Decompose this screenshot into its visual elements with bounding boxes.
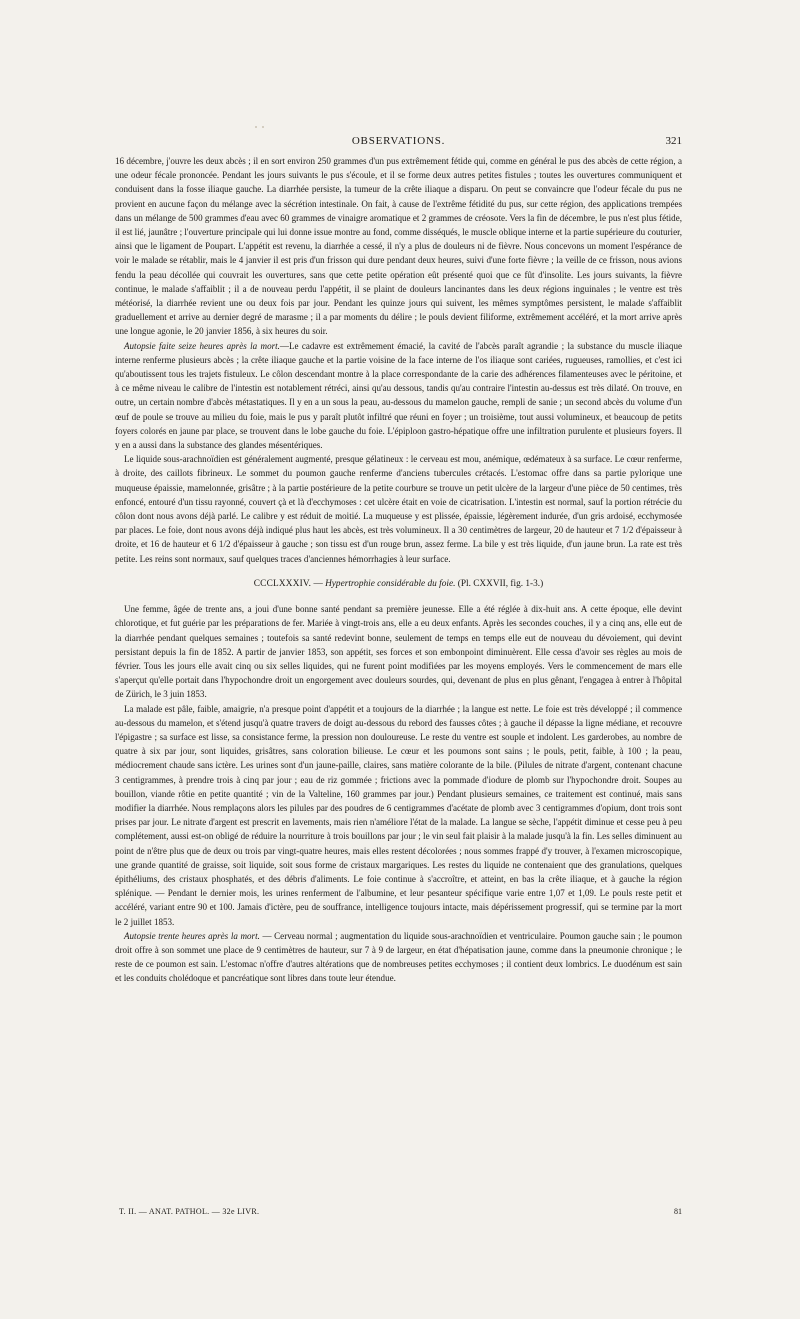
paragraph-autopsy-1: [115, 339, 682, 453]
signature-line: T. II. — ANAT. PATHOL. — 32e LIVR.: [119, 1207, 260, 1216]
paragraph-history: Une femme, âgée de trente ans, a joui d'une bonne santé pendant sa première jeunesse. Elle a été réglée à dix-huit ans. A cette époque, elle devint chlorotique, et fut guérie par les préparations de fer. Mariée à vingt-trois ans, elle a eu deux enfants. Après les secondes couches, il y a cinq ans, elle eut de la diarrhée pendant quelques semaines ; toutefois sa santé redevint bonne, seulement de temps en temps elle eut de nouveau du dévoiement, qui devint persistant depuis la fin de 1852. A partir de janvier 1853, son appétit, ses forces et son embonpoint diminuèrent. Elle cessa d'avoir ses règles au mois de février. Tous les jours elle avait cinq ou six selles liquides, qui ne furent point modifiées par les moyens employés. Vers le commencement de mars elle s'aperçut qu'elle portait dans l'hypochondre droit un engorgement avec douleurs sourdes, qui, devenant de plus en plus gênant, l'engagea à entrer à l'hôpital de Zürich, le 3 juin 1853.: [115, 604, 682, 700]
signature-number: 81: [674, 1207, 682, 1216]
paragraph-autopsy-3: [115, 929, 682, 986]
paper-speck: [255, 126, 257, 128]
plate-reference: (Pl. CXXVII, fig. 1-3.): [455, 578, 544, 589]
running-title: OBSERVATIONS.: [351, 135, 446, 147]
observation-number: CCCLXXXIV.: [253, 578, 312, 589]
heading-dash: —: [311, 578, 326, 589]
autopsy-lead: Autopsie trente heures après la mort.: [124, 930, 260, 941]
autopsy-text: —Le cadavre est extrêmement émacié, la cavité de l'abcès paraît agrandie ; la substance du muscle iliaque interne renferme plusieurs abcès ; la crête iliaque gauche et la partie voisine de la face interne de l'os iliaque sont cariées, rugueuses, ramollies, et c'est ici qu'aboutissent tous les trajets fistuleux. Le côlon descendant montre à la place correspondante de la carie des adhérences filamenteuses avec le péritoine, et à ce même niveau le calibre de l'intestin est notablement rétréci, ainsi qu'au dessous, tandis qu'au contraire l'intestin au-dessus est très dilaté. On trouve, en outre, un certain nombre d'abcès métastatiques. Il y en a un sous la peau, au-dessous du mamelon gauche, rempli de sanie ; un second abcès du volume d'un œuf de poule se trouve au milieu du foie, mais le pus y paraît plutôt infiltré que réuni en foyer ; un troisième, tout aussi volumineux, et beaucoup de petits foyers colorés en jaune par place, se trouvent dans le lobe gauche du foie. L'épiploon gastro-hépatique offre une infiltration purulente et plusieurs foyers. Il y en a aussi dans la substance des glandes mésentériques.: [115, 340, 682, 451]
paragraph-clinical-course: La malade est pâle, faible, amaigrie, n'a presque point d'appétit et a toujours de la diarrhée ; la langue est nette. Le foie est très développé ; il commence au-dessous du mamelon, et s'étend jusqu'à quatre travers de doigt au-dessous du rebord des fausses côtes ; à gauche il dépasse la ligne médiane, et recouvre l'épigastre ; sa surface est lisse, sa consistance ferme, la pression non douloureuse. Le reste du ventre est souple et indolent. Les garderobes, au nombre de quatre à six par jour, sont liquides, grisâtres, sans coloration bilieuse. Le cœur et les poumons sont sains ; le pouls, petit, faible, à 100 ; la peau, médiocrement chaude sans ictère. Les urines sont d'un jaune-paille, claires, sans matière colorante de la bile. (Pilules de nitrate d'argent, contenant chacune 3 centigrammes, à prendre trois à cinq par jour ; eau de riz gommée ; frictions avec la pommade d'iodure de plomb sur l'hypochondre droit. Soupes au bouillon, viande rôtie en petite quantité ; vin de la Valteline, 160 grammes par jour.) Pendant plusieurs semaines, ce traitement est continué, mais sans modifier la diarrhée. Nous remplaçons alors les pilules par des poudres de 6 centigrammes d'acétate de plomb avec 3 centigrammes d'opium, dont trois sont prises par jour. Le nitrate d'argent est prescrit en lavements, mais rien n'améliore l'état de la malade. La langue se sèche, l'appétit diminue et cesse peu à peu complétement, aussi est-on obligé de réduire la nourriture à trois bouillons par jour ; le vin seul fait plaisir à la malade jusqu'à la fin. Les selles diminuent au point de n'être plus que de deux ou trois par vingt-quatre heures, mais elles restent décolorées ; nous sommes frappé d'y trouver, à l'examen microscopique, une grande quantité de graisse, soit liquide, soit sous forme de cristaux margariques. Les restes du liquide ne contenaient que des granulations, quelques épithéliums, des cristaux phosphatés, et des débris d'aliments. Le foie continue à s'accroître, et atteint, en bas la crête iliaque, et à gauche la région splénique. — Pendant le dernier mois, les urines renferment de l'albumine, et leur pesanteur spécifique varie entre 1,07 et 1,09. Le pouls reste petit et accéléré, variant entre 90 et 100. Jamais d'ictère, peu de souffrance, intelligence toujours intacte, mais dépérissement progressif, qui se termine par la mort le 2 juillet 1853.: [115, 703, 682, 927]
autopsy-lead: Autopsie faite seize heures après la mort.: [124, 340, 280, 351]
paragraph-case-continuation: 16 décembre, j'ouvre les deux abcès ; il en sort environ 250 grammes d'un pus extrêmement fétide qui, comme en général le pus des abcès de cette région, a une odeur fécale prononcée. Pendant les jours suivants le pus s'écoule, et il se forme deux autres petites fistules ; toutes les ouvertures communiquent et conduisent dans la fosse iliaque gauche. La diarrhée persiste, la tumeur de la crête iliaque a disparu. On peut se convaincre que l'odeur fécale du pus ne provient en aucune façon du mélange avec la sécrétion intestinale. On fait, à cause de l'extrême fétidité du pus, sur cette région, des applications trempées dans un mélange de 500 grammes d'eau avec 60 grammes de vinaigre aromatique et 2 grammes de créosote. Vers la fin de décembre, le pus n'est plus fétide, il est lié, jaunâtre ; l'ouverture principale qui lui donne issue montre au fond, comme disséqués, le muscle oblique interne et la partie supérieure du couturier, ainsi que le ligament de Poupart. L'appétit est revenu, la diarrhée a cessé, il n'y a plus de douleurs ni de fièvre. Nous concevons un moment l'espérance de voir le malade se rétablir, mais le 4 janvier il est pris d'un frisson qui dure pendant deux heures, suivi d'une forte fièvre ; la veille de ce frisson, nous avions fendu la peau décollée qui couvrait les ouvertures, sans que cette petite opération eût présenté quoi que ce fût d'insolite. Les jours suivants, la fièvre continue, le malade s'affaiblit ; il a de nouveau perdu l'appétit, il se plaint de douleurs lancinantes dans les deux régions inguinales ; le ventre est très météorisé, la diarrhée revient une ou deux fois par jour. Pendant les quinze jours qui suivent, les mêmes symptômes persistent, le malade s'affaiblit graduellement et arrive au dernier degré de marasme ; il a par moments du délire ; le pouls devient filiforme, extrêmement accéléré, et la mort arrive après une longue agonie, le 20 janvier 1856, à six heures du soir.: [115, 156, 682, 337]
observation-heading: [115, 577, 682, 591]
observation-title: Hypertrophie considérable du foie.: [325, 578, 456, 589]
autopsy-text: — Cerveau normal ; augmentation du liquide sous-arachnoïdien et ventriculaire. Poumon gauche sain ; le poumon droit offre à son sommet une place de 9 centimètres de hauteur, sur 7 à 9 de largeur, en état d'hépatisation jaune, comme dans la pneumonie chronique ; le reste de ce poumon est sain. L'estomac n'offre d'autres altérations que de nombreuses petites ecchymoses ; il contient deux lombrics. Le duodénum est sain et les conduits cholédoque et pancréatique sont libres dans toute leur étendue.: [115, 930, 682, 984]
page-number: 321: [665, 135, 682, 147]
paragraph-autopsy-2: Le liquide sous-arachnoïdien est généralement augmenté, presque gélatineux : le cerveau est mou, anémique, œdémateux à sa surface. Le cœur renferme, à droite, des caillots fibrineux. Le sommet du poumon gauche renferme d'anciens tubercules crétacés. L'estomac offre dans sa partie pylorique une muqueuse épaissie, mamelonnée, grisâtre ; à la partie postérieure de la petite courbure se trouve un petit ulcère de la largeur d'une pièce de 50 centimes, très enfoncé, entouré d'un tissu rayonné, couvert çà et là d'ecchymoses : cet ulcère était en voie de cicatrisation. L'intestin est normal, sauf la portion rétrécie du côlon dont nous avons déjà parlé. Le calibre y est réduit de moitié. La muqueuse y est plissée, épaissie, légèrement indurée, d'un gris ardoisé, ecchymosée par places. Le foie, dont nous avons déjà indiqué plus haut les abcès, est très volumineux. Il a 30 centimètres de largeur, 20 de hauteur et 7 1/2 d'épaisseur à droite, et 16 de hauteur et 6 1/2 d'épaisseur à gauche ; son tissu est d'un rouge brun, assez ferme. La bile y est très liquide, d'un jaune brun. La rate est très petite. Les reins sont normaux, sauf quelques traces d'anciennes hémorrhagies à leur surface.: [115, 454, 682, 564]
page-footer: [115, 1207, 682, 1219]
running-header: [115, 135, 682, 149]
paper-speck: [262, 126, 264, 128]
body-text: [115, 154, 682, 986]
